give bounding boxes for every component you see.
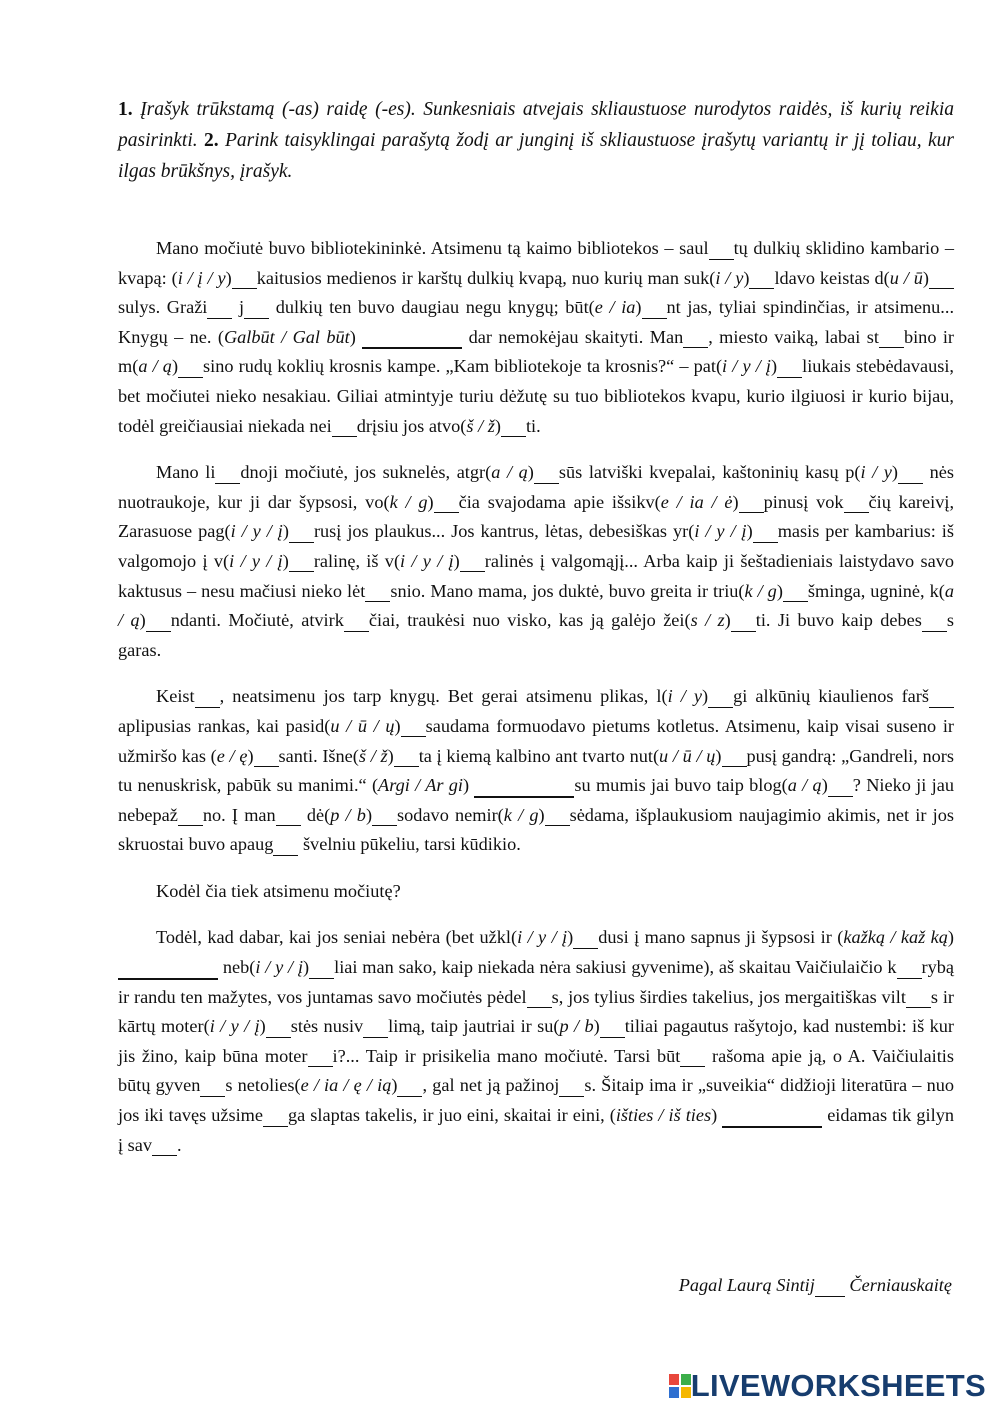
letter-blank[interactable] xyxy=(844,492,869,513)
letter-options: e / ia / ę / ią xyxy=(300,1075,392,1096)
text-segment: nt jas, tyliai spindinčias, ir atsimenu... Knygų – ne. ( xyxy=(118,297,955,347)
text-segment: s ir kārtų moter( xyxy=(118,986,955,1037)
letter-options: i / y / į xyxy=(517,927,568,948)
liveworksheets-logo xyxy=(669,1370,986,1401)
text-segment: limą, taip jautriai ir su( xyxy=(388,1016,560,1037)
word-blank[interactable] xyxy=(722,1106,822,1128)
letter-blank[interactable] xyxy=(680,1046,705,1067)
signature-before: Pagal Laurą Sintij xyxy=(678,1275,815,1295)
text-segment: ) xyxy=(349,326,363,347)
letter-options: s / z xyxy=(690,610,725,631)
text-segment: dė( xyxy=(300,804,331,825)
text-segment: ) xyxy=(922,267,929,288)
text-segment: santi. Išne( xyxy=(278,745,359,766)
letter-blank[interactable] xyxy=(178,805,203,826)
story-paragraph xyxy=(118,682,954,860)
letter-blank[interactable] xyxy=(534,463,559,484)
text-segment: , gal net ją pažinoj xyxy=(422,1075,560,1096)
letter-blank[interactable] xyxy=(709,239,734,260)
letter-blank[interactable] xyxy=(363,1017,388,1038)
letter-blank[interactable] xyxy=(929,268,954,289)
text-segment: sodavo nemir( xyxy=(397,804,504,825)
text-segment: bino ir m( xyxy=(118,326,955,377)
text-segment: drįsiu jos atvo( xyxy=(356,415,467,436)
letter-blank[interactable] xyxy=(401,716,426,737)
signature-after: Černiauskaitę xyxy=(844,1275,952,1295)
text-segment: rybą ir randu ten mažytes, vos juntamas savo močiutės pėdel xyxy=(118,957,954,1007)
text-segment: tų dulkių sklidino kambario – kvapą: ( xyxy=(118,238,954,288)
letter-blank[interactable] xyxy=(722,746,747,767)
letter-blank[interactable] xyxy=(308,1046,333,1067)
letter-options: i / y / į xyxy=(229,550,283,571)
text-segment: ti. Ji buvo kaip debes xyxy=(755,610,922,631)
text-segment: ) xyxy=(538,804,545,825)
letter-options: k / g xyxy=(503,804,539,825)
text-segment: kaitusios medienos ir karštų dulkių kvapą, nuo kurių man suk( xyxy=(256,267,716,288)
text-segment: tiliai pagautus rašytojo, kad nustembi: iš kur jis žino, kaip būna moter xyxy=(118,1016,954,1066)
letter-blank[interactable] xyxy=(394,746,419,767)
text-segment: ) xyxy=(391,1075,398,1096)
text-segment: čių kareivį, Zarasuose pag( xyxy=(118,491,955,542)
signature-blank[interactable] xyxy=(815,1276,845,1297)
letter-blank[interactable] xyxy=(397,1076,422,1097)
text-segment: ) xyxy=(225,267,232,288)
text-segment: ) xyxy=(303,957,310,978)
instruction-2-number: 2. xyxy=(204,130,219,151)
word-blank[interactable] xyxy=(362,327,462,349)
story-paragraph xyxy=(118,234,954,441)
instruction-1-text: Įrašyk trūkstamą (-as) raidę (-es). Sunkesniais atvejais skliaustuose nurodytos raidės, iš kurių reikia pasirinkti. xyxy=(118,99,955,151)
instruction-1-number: 1. xyxy=(118,99,133,120)
text-segment: ) xyxy=(947,927,955,948)
text-segment: sulys. Graži xyxy=(118,297,208,318)
text-segment: , neatsimenu jos tarp knygų. Bet gerai atsimenu plikas, l( xyxy=(219,686,668,707)
text-segment: sūs latviški kvepalai, kaštoninių kasų p( xyxy=(558,462,861,483)
letter-blank[interactable] xyxy=(501,416,526,437)
text-segment: ) xyxy=(821,775,828,796)
story-paragraph xyxy=(118,923,954,1160)
letter-options: p / b xyxy=(330,804,366,825)
text-segment: s. Šitaip ima ir „suveikia“ didžioji literatūra – nuo jos iki tavęs užsime xyxy=(118,1075,955,1126)
letter-blank[interactable] xyxy=(683,327,708,348)
text-segment: Todėl, kad dabar, kai jos seniai nebėra (bet užkl( xyxy=(156,927,518,948)
text-segment: ) xyxy=(427,491,434,512)
word-blank[interactable] xyxy=(474,776,574,798)
letter-options: i / y / į xyxy=(400,550,454,571)
liveworksheets-logo-text: LIVEWORKSHEETS xyxy=(690,1368,986,1403)
letter-blank[interactable] xyxy=(739,492,764,513)
text-segment: ) xyxy=(365,804,373,825)
text-segment: čiai, traukėsi nuo visko, kas ją galėjo žei( xyxy=(368,610,691,631)
text-segment: ) xyxy=(711,1105,723,1126)
letter-blank[interactable] xyxy=(642,298,667,319)
letter-options: u / ū / ų xyxy=(659,745,716,766)
text-segment: ) xyxy=(891,462,898,483)
liveworksheets-logo-icon xyxy=(669,1374,691,1398)
text-segment: Kodėl čia tiek atsimenu močiutę? xyxy=(156,880,401,901)
letter-blank[interactable] xyxy=(263,1106,288,1127)
letter-blank[interactable] xyxy=(545,805,570,826)
text-segment: s garas. xyxy=(118,610,954,660)
letter-blank[interactable] xyxy=(309,958,334,979)
letter-options: išties / iš ties xyxy=(615,1105,712,1126)
letter-options: e / ia / ė xyxy=(660,491,733,512)
text-segment: ) xyxy=(282,521,289,542)
text-segment: Mano močiutė buvo bibliotekininkė. Atsimenu tą kaimo bibliotekos – saul xyxy=(156,238,709,258)
text-segment: ) xyxy=(771,356,778,377)
text-segment: j xyxy=(232,297,245,318)
letter-options: i / y xyxy=(667,686,703,707)
letter-options: i / y xyxy=(715,267,744,288)
letter-blank[interactable] xyxy=(178,357,203,378)
letter-options: a / ą xyxy=(787,775,822,796)
text-segment: aplipusias rankas, kai pasid( xyxy=(118,715,331,736)
text-segment: Keist xyxy=(156,686,195,707)
instruction-2-text: Parink taisyklingai parašytą žodį ar junginį iš skliaustuose įrašytų variantų ir jį toliau, kur ilgas brūkšnys, įrašyk. xyxy=(118,130,954,182)
letter-options: š / ž xyxy=(358,745,388,766)
letter-blank[interactable] xyxy=(195,687,220,708)
letter-blank[interactable] xyxy=(365,581,390,602)
text-segment: ) xyxy=(527,462,534,483)
letter-blank[interactable] xyxy=(215,463,240,484)
letter-blank[interactable] xyxy=(254,746,279,767)
letter-blank[interactable] xyxy=(266,1017,291,1038)
text-segment: ga slaptas takelis, ir juo eini, skaitai ir eini, ( xyxy=(288,1105,616,1126)
text-segment: nės nuotraukoje, kur ji dar šypsosi, vo( xyxy=(118,462,954,512)
letter-blank[interactable] xyxy=(372,805,397,826)
letter-blank[interactable] xyxy=(207,298,232,319)
text-segment: dnoji močiutė, jos suknelės, atgr( xyxy=(240,462,492,483)
text-segment: ) xyxy=(746,521,753,542)
letter-options: š / ž xyxy=(466,415,495,436)
letter-options: i / y / į xyxy=(209,1016,260,1037)
letter-options: Galbūt / Gal būt xyxy=(223,326,350,347)
text-segment: rašoma apie ją, o A. Vaičiulaitis būtų gyven xyxy=(118,1045,954,1096)
text-segment: liukais stebėdavausi, bet močiutei nieko nesakiau. Giliai atmintyje turiu dėžutę su tuo bibliotekos kvapu, kurio ilgiuosi ir kurio bijau, todėl greičiausiai niekada nei xyxy=(118,356,954,436)
letter-blank[interactable] xyxy=(898,463,923,484)
letter-blank[interactable] xyxy=(434,492,459,513)
letter-blank[interactable] xyxy=(783,581,808,602)
text-segment: ) xyxy=(715,745,722,766)
letter-options: i / y / į xyxy=(230,521,283,542)
letter-blank[interactable] xyxy=(828,776,853,797)
text-segment: ) xyxy=(743,267,750,288)
text-segment: ndanti. Močiutė, atvirk xyxy=(170,610,344,631)
text-segment: ) xyxy=(494,415,501,436)
text-segment: ) xyxy=(463,775,475,796)
letter-options: kažką / kaž ką xyxy=(843,927,948,948)
letter-blank[interactable] xyxy=(559,1076,584,1097)
text-segment: sėdama, išplaukusiom naujagimio akimis, net ir jos skruostai buvo apaug xyxy=(118,804,954,855)
text-segment: ) xyxy=(593,1016,600,1037)
letter-blank[interactable] xyxy=(344,611,369,632)
text-segment: ta į kiemą kalbino ant tvarto nut( xyxy=(418,745,660,766)
text-segment: Mano li xyxy=(156,462,216,483)
letter-blank[interactable] xyxy=(731,611,756,632)
text-segment: šminga, ugninė, k( xyxy=(807,580,945,601)
letter-blank[interactable] xyxy=(600,1017,625,1038)
text-segment: čia svajodama apie išsikv( xyxy=(458,491,661,512)
letter-blank[interactable] xyxy=(276,805,301,826)
story-paragraph xyxy=(118,458,954,665)
letter-options: i / y xyxy=(860,462,892,483)
letter-options: u / ū xyxy=(889,267,923,288)
text-segment: ) xyxy=(282,550,289,571)
letter-blank[interactable] xyxy=(897,958,922,979)
text-segment: rusį jos plaukus... Jos kantrus, lėtas, debesiškas yr( xyxy=(313,521,695,542)
letter-blank[interactable] xyxy=(232,268,257,289)
text-segment: . xyxy=(177,1134,182,1155)
text-segment: ) xyxy=(247,745,254,766)
letter-options: a / ą xyxy=(138,356,172,377)
letter-blank[interactable] xyxy=(749,268,774,289)
letter-options: a / ą xyxy=(491,462,528,483)
text-segment: s, jos tylius širdies takelius, jos mergaitiškas vilt xyxy=(551,986,906,1007)
letter-options: i / y / į xyxy=(255,957,304,978)
text-segment: ) xyxy=(724,610,731,631)
text-segment: švelniu pūkeliu, tarsi kūdikio. xyxy=(298,834,521,855)
letter-blank[interactable] xyxy=(273,835,298,856)
text-segment: ? Nieko ji jau nebepaž xyxy=(118,775,954,825)
text-segment: su mumis jai buvo taip blog( xyxy=(574,775,788,796)
letter-blank[interactable] xyxy=(460,551,485,572)
worksheet-page xyxy=(118,94,954,1177)
text-segment: ) xyxy=(635,297,642,318)
text-segment: snio. Mano mama, jos duktė, buvo greita ir triu( xyxy=(390,580,745,601)
text-segment: ) xyxy=(453,550,460,571)
letter-blank[interactable] xyxy=(146,611,171,632)
letter-options: p / b xyxy=(559,1016,594,1037)
letter-blank[interactable] xyxy=(152,1135,177,1156)
story-paragraph xyxy=(118,877,954,907)
text-segment: ) xyxy=(394,715,401,736)
text-segment: dar nemokėjau skaityti. Man xyxy=(462,326,684,347)
letter-options: a / ą xyxy=(118,580,954,631)
letter-options: e / ę xyxy=(216,745,248,766)
text-segment: eidamas tik gilyn į sav xyxy=(118,1105,954,1155)
text-segment: masis per kambarius: iš valgomojo į v( xyxy=(118,521,954,571)
text-segment: ) xyxy=(702,686,709,707)
letter-blank[interactable] xyxy=(906,987,931,1008)
text-segment: ti. xyxy=(525,415,541,436)
text-segment: stės nusiv xyxy=(290,1016,364,1037)
text-segment: dulkių ten buvo daugiau negu knygų; būt( xyxy=(269,297,595,318)
text-segment: ralinę, iš v( xyxy=(313,550,401,571)
letter-blank[interactable] xyxy=(289,551,314,572)
letter-options: i / y / į xyxy=(722,356,772,377)
instructions xyxy=(118,94,954,187)
text-segment: i?... Taip ir prisikelia mano močiutė. Tarsi būt xyxy=(332,1045,681,1066)
letter-blank[interactable] xyxy=(289,522,314,543)
text-segment: sino rudų koklių krosnis kampe. „Kam bibliotekoje ta krosnis?“ – pat( xyxy=(203,356,723,377)
letter-blank[interactable] xyxy=(879,327,904,348)
text-segment: ) xyxy=(732,491,739,512)
letter-blank[interactable] xyxy=(527,987,552,1008)
letter-options: e / ia xyxy=(594,297,636,318)
letter-blank[interactable] xyxy=(200,1076,225,1097)
text-segment: gi alkūnių kiaulienos farš xyxy=(733,686,929,707)
text-segment: ) xyxy=(776,580,783,601)
letter-options: i / y / į xyxy=(694,521,747,542)
letter-blank[interactable] xyxy=(708,687,733,708)
author-signature xyxy=(679,1275,952,1297)
text-segment: pusį gandrą: „Gandreli, nors tu nenuskrisk, pabūk su manimi.“ ( xyxy=(118,745,954,796)
text-segment: neb( xyxy=(218,957,256,978)
text-segment: ) xyxy=(139,610,146,631)
text-segment: saudama formuodavo pietums kotletus. Atsimenu, kaip visai suseno ir užmiršo kas ( xyxy=(118,715,954,766)
text-segment: liai man sako, kaip niekada nėra sakiusi gyvenime), aš skaitau Vaičiulaičio k xyxy=(334,957,897,978)
text-segment: ) xyxy=(387,745,394,766)
letter-blank[interactable] xyxy=(332,416,357,437)
letter-options: k / g xyxy=(389,491,428,512)
letter-blank[interactable] xyxy=(929,687,954,708)
letter-options: u / ū / ų xyxy=(330,715,395,736)
text-segment: , miesto vaiką, labai st xyxy=(708,326,879,347)
text-segment: ) xyxy=(171,356,179,377)
letter-options: Argi / Ar gi xyxy=(378,775,464,796)
letter-blank[interactable] xyxy=(922,611,947,632)
text-segment: ) xyxy=(259,1016,266,1037)
letter-blank[interactable] xyxy=(777,357,802,378)
letter-blank[interactable] xyxy=(573,928,598,949)
text-segment: no. Į man xyxy=(202,804,276,825)
text-segment: s netolies( xyxy=(225,1075,301,1096)
text-segment: ) xyxy=(567,927,574,948)
text-segment: ralinės į valgomąjį... Arba kaip ji šeštadieniais laistydavo savo kaktusus – nesu mačiusi nieko lėt xyxy=(118,550,954,601)
text-segment: pinusį vok xyxy=(763,491,844,512)
letter-options: i / į / y xyxy=(177,267,226,288)
letter-blank[interactable] xyxy=(753,522,778,543)
text-segment: dusi į mano sapnus ji šypsosi ir ( xyxy=(598,927,844,948)
word-blank[interactable] xyxy=(118,958,218,980)
text-segment: ldavo keistas d( xyxy=(774,267,890,288)
letter-blank[interactable] xyxy=(244,298,269,319)
story-text xyxy=(118,234,954,1160)
letter-options: k / g xyxy=(744,580,777,601)
